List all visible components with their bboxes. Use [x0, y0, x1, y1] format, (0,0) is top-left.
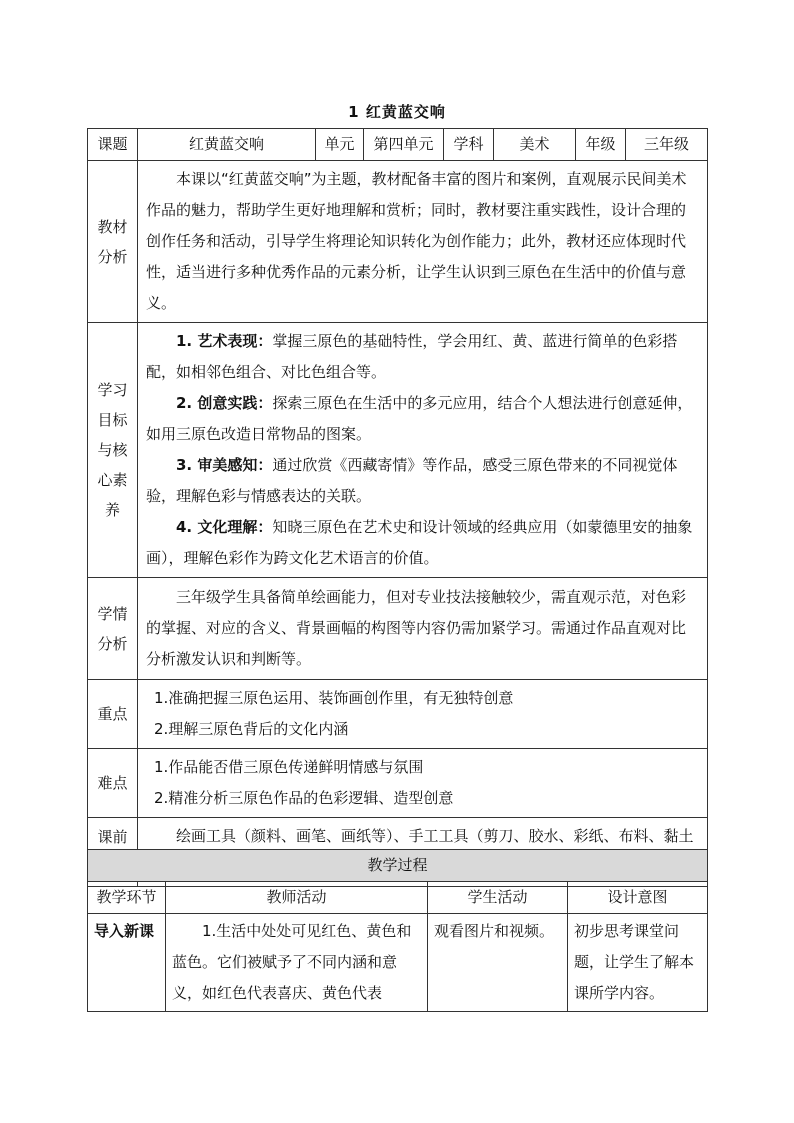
learner-analysis-cell — [138, 578, 708, 680]
material-analysis-label — [88, 161, 138, 323]
topic-value: 红黄蓝交响 — [138, 129, 316, 161]
learner-analysis-label-text: 学情分析 — [97, 604, 128, 653]
goals-label-text: 学习目标与核心素养 — [97, 381, 128, 519]
learner-analysis-row — [88, 578, 708, 680]
key-point-item: 1.准确把握三原色运用、装饰画创作里，有无独特创意 — [154, 689, 514, 707]
goal-text: 探索三原色在生活中的多元应用，结合个人想法进行创意延伸，如用三原色改造日常物品的图案。 — [146, 394, 693, 443]
key-points-cell — [138, 680, 708, 749]
difficulties-cell — [138, 749, 708, 818]
process-teacher-cell — [166, 914, 428, 1012]
goal-head: 2. 创意实践： — [176, 394, 273, 412]
goal-text: 知晓三原色在艺术史和设计领域的经典应用（如蒙德里安的抽象画），理解色彩作为跨文化艺术语言的价值。 — [146, 518, 693, 567]
goal-item — [146, 326, 699, 388]
material-analysis-label-text: 教材分析 — [97, 217, 128, 266]
difficulties-label: 难点 — [88, 749, 138, 818]
process-teacher-text: 1.生活中处处可见红色、黄色和蓝色。它们被赋予了不同内涵和意义，如红色代表喜庆、黄色代表 — [172, 922, 412, 1002]
topic-label: 课题 — [88, 129, 138, 161]
key-points-label: 重点 — [88, 680, 138, 749]
process-stage-text: 导入新课 — [94, 922, 155, 940]
goal-item — [146, 450, 699, 512]
process-title: 教学过程 — [88, 850, 708, 882]
goal-item — [146, 512, 699, 574]
process-student-text: 观看图片和视频。 — [428, 914, 568, 1012]
goal-text: 通过欣赏《西藏寄情》等作品，感受三原色带来的不同视觉体验，理解色彩与情感表达的关联。 — [146, 456, 678, 505]
page-title: 1 红黄蓝交响 — [348, 103, 446, 121]
process-title-row — [88, 850, 708, 882]
lesson-info-table — [87, 128, 708, 887]
goal-item — [146, 388, 699, 450]
grade-value: 三年级 — [626, 129, 708, 161]
subject-value: 美术 — [494, 129, 576, 161]
grade-label: 年级 — [576, 129, 626, 161]
goal-head: 4. 文化理解： — [176, 518, 273, 536]
material-analysis-row — [88, 161, 708, 323]
process-header-cell: 教师活动 — [166, 882, 428, 914]
goal-text: 掌握三原色的基础特性，学会用红、黄、蓝进行简单的色彩搭配，如相邻色组合、对比色组合等。 — [146, 332, 678, 381]
learner-analysis-label — [88, 578, 138, 680]
goals-label — [88, 323, 138, 578]
preparation-text: 绘画工具（颜料、画笔、画纸等）、手工工具（剪刀、胶水、彩纸、布料、黏土 — [176, 827, 694, 845]
process-intent-text: 初步思考课堂问题，让学生了解本课所学内容。 — [568, 914, 708, 1012]
subject-label: 学科 — [444, 129, 494, 161]
unit-label: 单元 — [316, 129, 364, 161]
process-header-cell: 学生活动 — [428, 882, 568, 914]
material-analysis-text: 本课以“红黄蓝交响”为主题，教材配备丰富的图片和案例，直观展示民间美术作品的魅力，帮助学生更好地理解和赏析；同时，教材要注重实践性，设计合理的创作任务和活动，引导学生将理论知识转化为创作能力；此外，教材还应体现时代性，适当进行多种优秀作品的元素分析，让学生认识到三原色在生活中的价值与意义。 — [146, 170, 687, 312]
process-header-cell: 教学环节 — [88, 882, 166, 914]
difficulty-item: 2.精准分析三原色作品的色彩逻辑、造型创意 — [154, 789, 454, 807]
process-stage — [88, 914, 166, 1012]
key-points-row — [88, 680, 708, 749]
preparation-label-text: 课前 — [97, 828, 128, 846]
difficulty-item: 1.作品能否借三原色传递鲜明情感与氛围 — [154, 758, 424, 776]
process-header-row — [88, 882, 708, 914]
key-point-item: 2.理解三原色背后的文化内涵 — [154, 720, 349, 738]
difficulties-row — [88, 749, 708, 818]
goal-head: 1. 艺术表现： — [176, 332, 273, 350]
header-row — [88, 129, 708, 161]
goals-row — [88, 323, 708, 578]
material-analysis-cell — [138, 161, 708, 323]
goals-cell — [138, 323, 708, 578]
table-row — [88, 914, 708, 1012]
process-header-cell: 设计意图 — [568, 882, 708, 914]
learner-analysis-text: 三年级学生具备简单绘画能力，但对专业技法接触较少，需直观示范，对色彩的掌握、对应的含义、背景画幅的构图等内容仍需加紧学习。需通过作品直观对比分析激发认识和判断等。 — [146, 588, 687, 668]
goal-head: 3. 审美感知： — [176, 456, 273, 474]
teaching-process-table — [87, 849, 708, 1012]
unit-value: 第四单元 — [364, 129, 444, 161]
